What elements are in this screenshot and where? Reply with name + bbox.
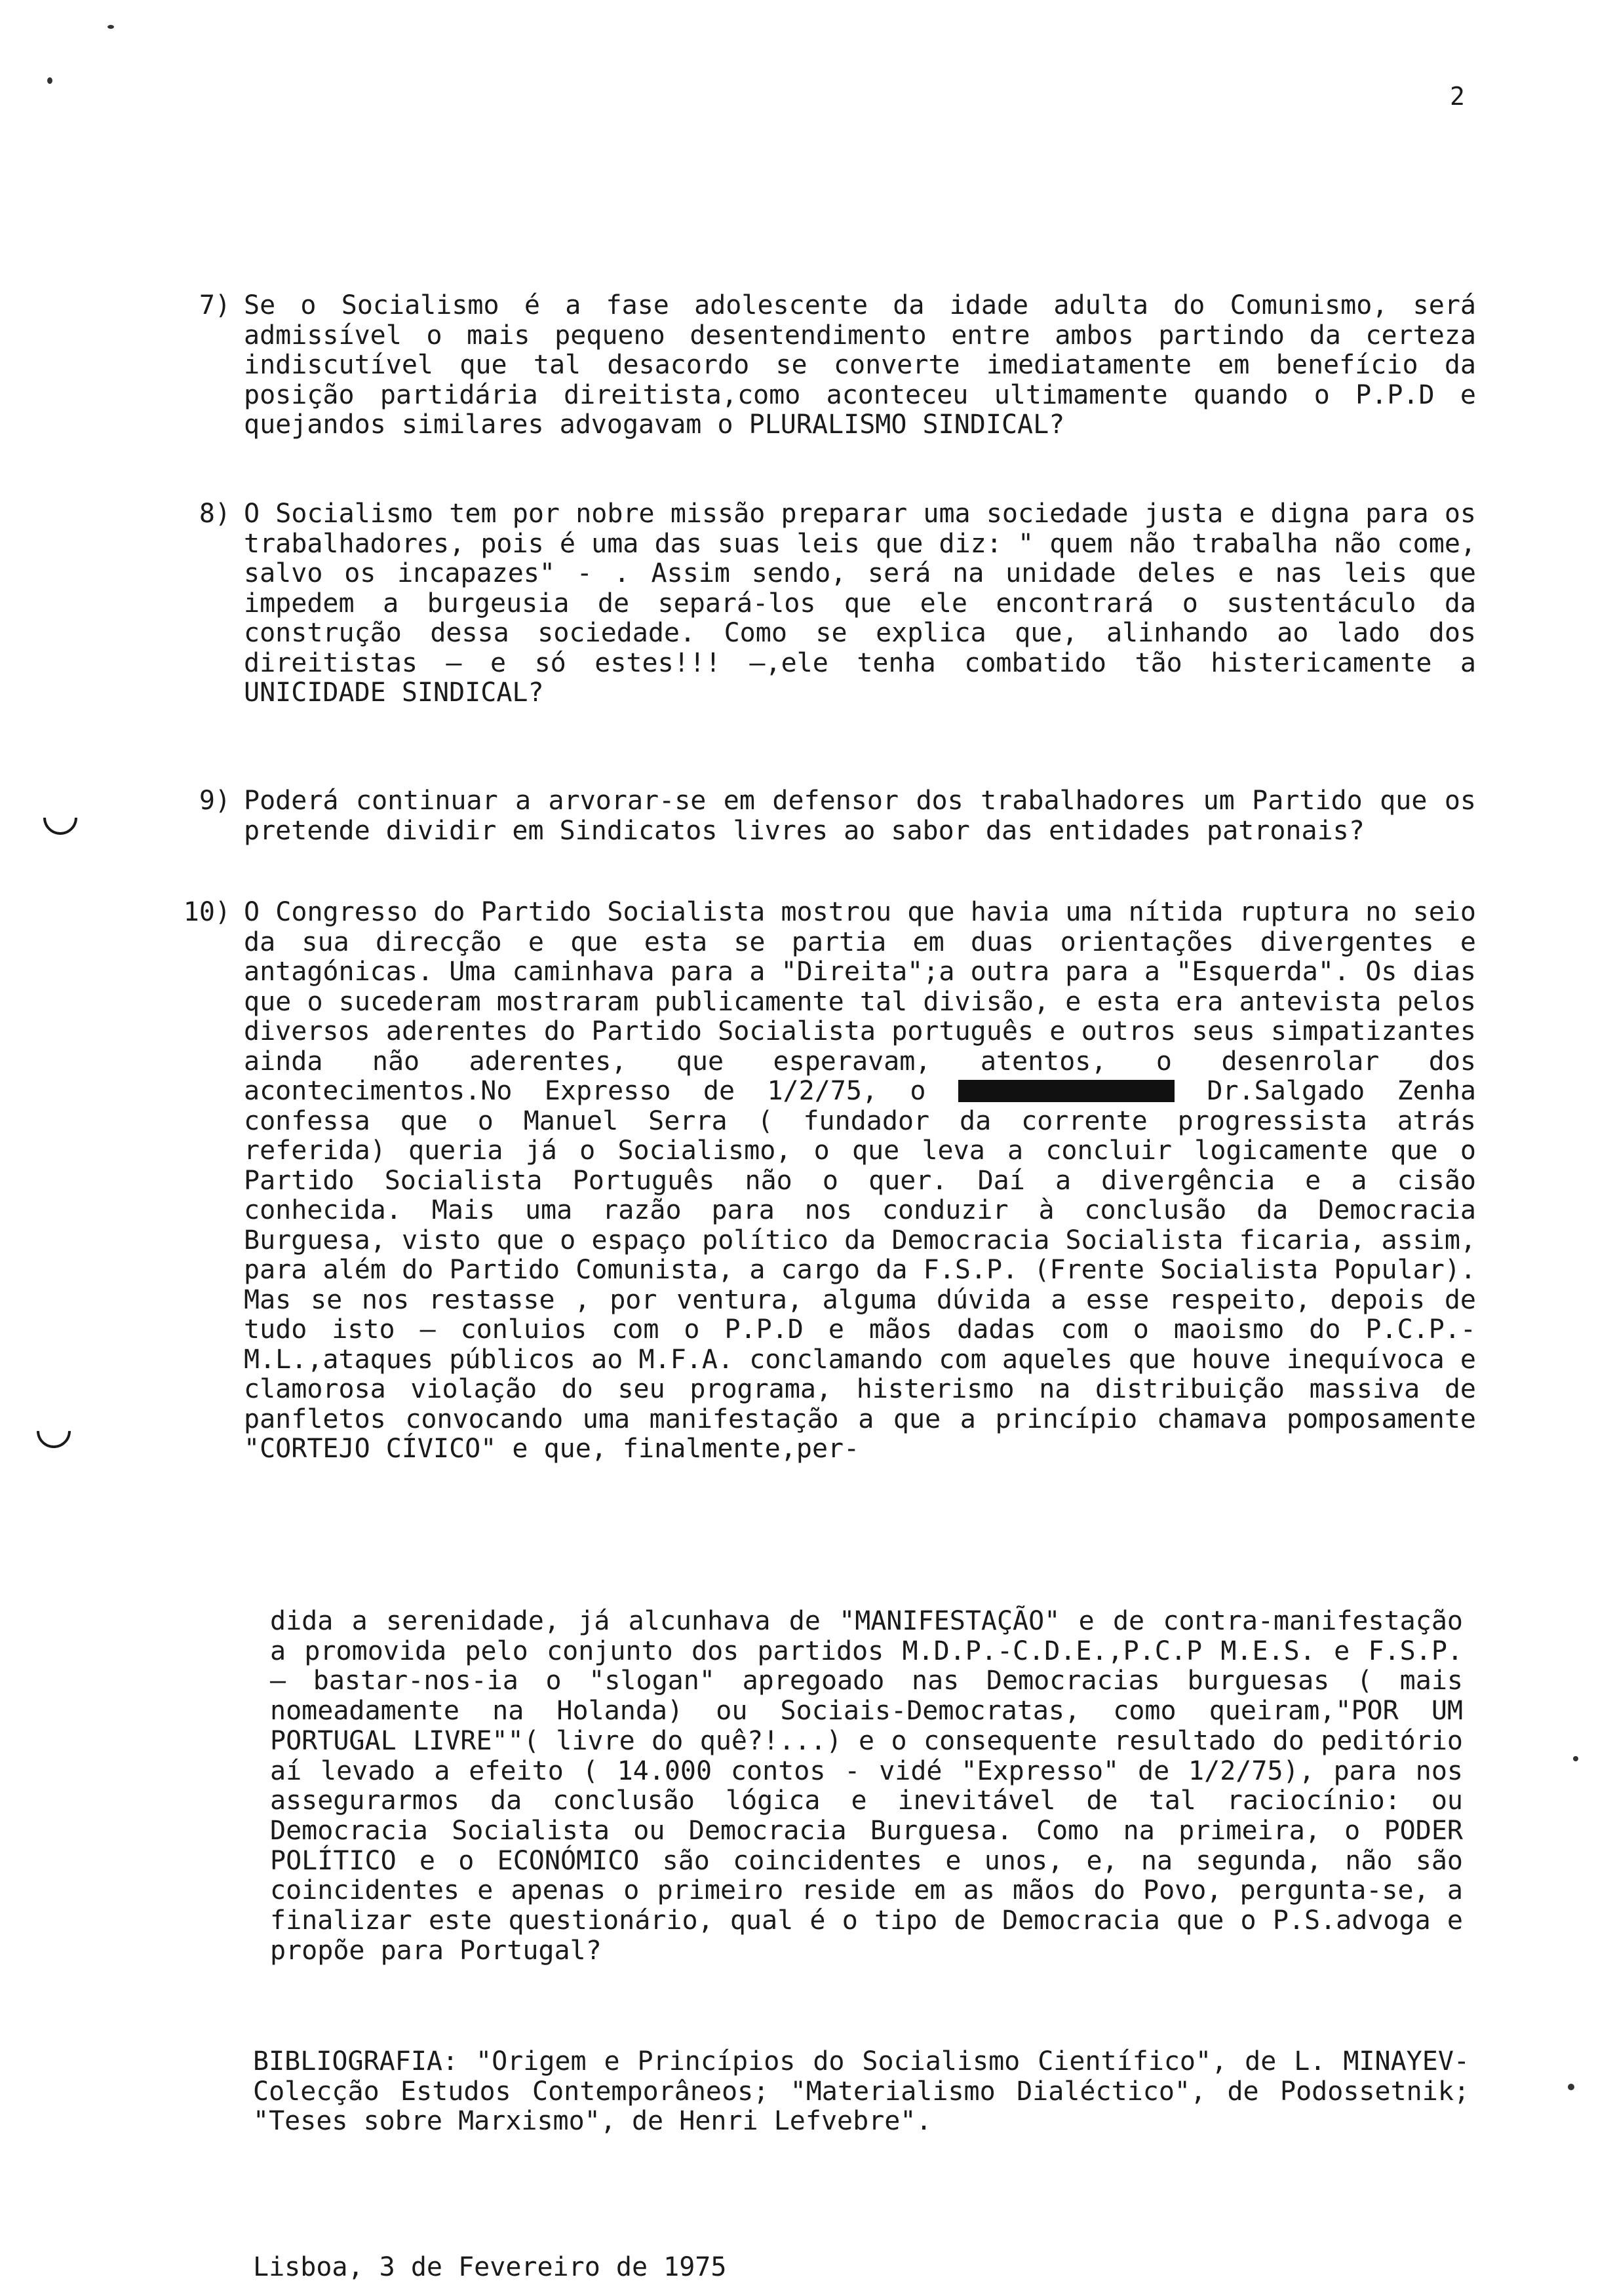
scan-speck — [47, 77, 52, 84]
question-7-number: 7) — [199, 290, 231, 320]
punch-hole-bottom — [29, 1407, 78, 1455]
question-10-number: 10) — [183, 897, 231, 927]
place-date: Lisboa, 3 de Fevereiro de 1975 — [253, 2252, 727, 2282]
question-10-text-after: Dr.Salgado Zenha confessa que o Manuel Serra ( fundador da corrente progressista atrás referida) queria já o Socialismo, o que leva a concluir logicamente que o Partido Socialista Português não o quer. Daí a divergência e a cisão conhecida. Mais uma razão para nos conduzir à conclusão da Democracia Burguesa, visto que o espaço político da Democracia Socialista ficaria, assim, para além do Partido Comunista, a cargo da F.S.P. (Frente Socialista Popular). Mas se nos restasse , por ventura, alguma dúvida a esse respeito, depois de tudo isto — conluios com o P.P.D e mãos dadas com o maoismo do P.C.P.-M.L.,ataques públicos ao M.F.A. conclamando com aqueles que houve inequívoca e clamorosa violação do seu programa, histerismo na distribuição massiva de panfletos convocando uma manifestação a que a princípio chamava pomposamente "CORTEJO CÍVICO" e que, finalmente,per- — [244, 1076, 1476, 1464]
question-10-continuation: dida a serenidade, já alcunhava de "MANIFESTAÇÃO" e de contra-manifestação a promovida pelo conjunto dos partidos M.D.P.-C.D.E.,P.C.P M.E.S. e F.S.P. — bastar-nos-ia o "slogan" apregoado nas Democracias burguesas ( mais nomeadamente na Holanda) ou Sociais-Democratas, como queiram,"POR UM PORTUGAL LIVRE""( livre do quê?!...) e o consequente resultado do peditório aí levado a efeito ( 14.000 contos - vidé "Expresso" de 1/2/75), para nos assegurarmos da conclusão lógica e inevitável de tal raciocínio: ou Democracia Socialista ou Democracia Burguesa. Como na primeira, o PODER POLÍTICO e o ECONÓMICO são coincidentes e unos, e, na segunda, não são coincidentes e apenas o primeiro reside em as mãos do Povo, pergunta-se, a finalizar este questionário, qual é o tipo de Democracia que o P.S.advoga e propõe para Portugal? — [270, 1606, 1463, 1966]
punch-hole-top — [36, 794, 85, 842]
question-7 — [199, 290, 1476, 440]
question-8 — [199, 499, 1476, 708]
question-10-text — [244, 898, 1476, 1464]
page-number: 2 — [1450, 82, 1465, 111]
question-10-text-before: O Congresso do Partido Socialista mostrou que havia uma nítida ruptura no seio da sua direcção e que esta se partia em duas orientações divergentes e antagónicas. Uma caminhava para a "Direita";a outra para a "Esquerda". Os dias que o sucederam mostraram publicamente tal divisão, e esta era antevista pelos diversos aderentes do Partido Socialista português e outros seus simpatizantes ainda não aderentes, que esperavam, atentos, o desenrolar dos acontecimentos.No Expresso de 1/2/75, o — [244, 897, 1476, 1106]
question-8-text: O Socialismo tem por nobre missão preparar uma sociedade justa e digna para os trabalhadores, pois é uma das suas leis que diz: " quem não trabalha não come, salvo os incapazes" - . Assim sendo, será na unidade deles e nas leis que impedem a burgeusia de separá-los que ele encontrará o sustentáculo da construção dessa sociedade. Como se explica que, alinhando ao lado dos direitistas — e só estes!!! —,ele tenha combatido tão histericamente a UNICIDADE SINDICAL? — [244, 499, 1476, 708]
question-8-number: 8) — [199, 499, 231, 529]
question-9-text: Poderá continuar a arvorar-se em defensor dos trabalhadores um Partido que os pretende dividir em Sindicatos livres ao sabor das entidades patronais? — [244, 786, 1476, 846]
question-7-text: Se o Socialismo é a fase adolescente da idade adulta do Comunismo, será admissível o mais pequeno desentendimento entre ambos partindo da certeza indiscutível que tal desacordo se converte imediatamente em benefício da posição partidária direitista,como aconteceu ultimamente quando o P.P.D e quejandos similares advogavam o PLURALISMO SINDICAL? — [244, 290, 1476, 440]
bibliography: BIBLIOGRAFIA: "Origem e Princípios do Socialismo Científico", de L. MINAYEV- Colecção Estudos Contemporâneos; "Materialismo Dialéctico", de Podossetnik; "Teses sobre Marxismo", de Henri Lefvebre". — [253, 2046, 1469, 2136]
question-9 — [199, 786, 1476, 846]
question-10 — [183, 897, 1476, 1464]
scan-speck — [107, 25, 114, 29]
question-9-number: 9) — [199, 786, 231, 816]
redaction-bar — [958, 1080, 1175, 1102]
scan-speck — [1568, 2084, 1574, 2090]
scan-speck — [1573, 1756, 1578, 1761]
